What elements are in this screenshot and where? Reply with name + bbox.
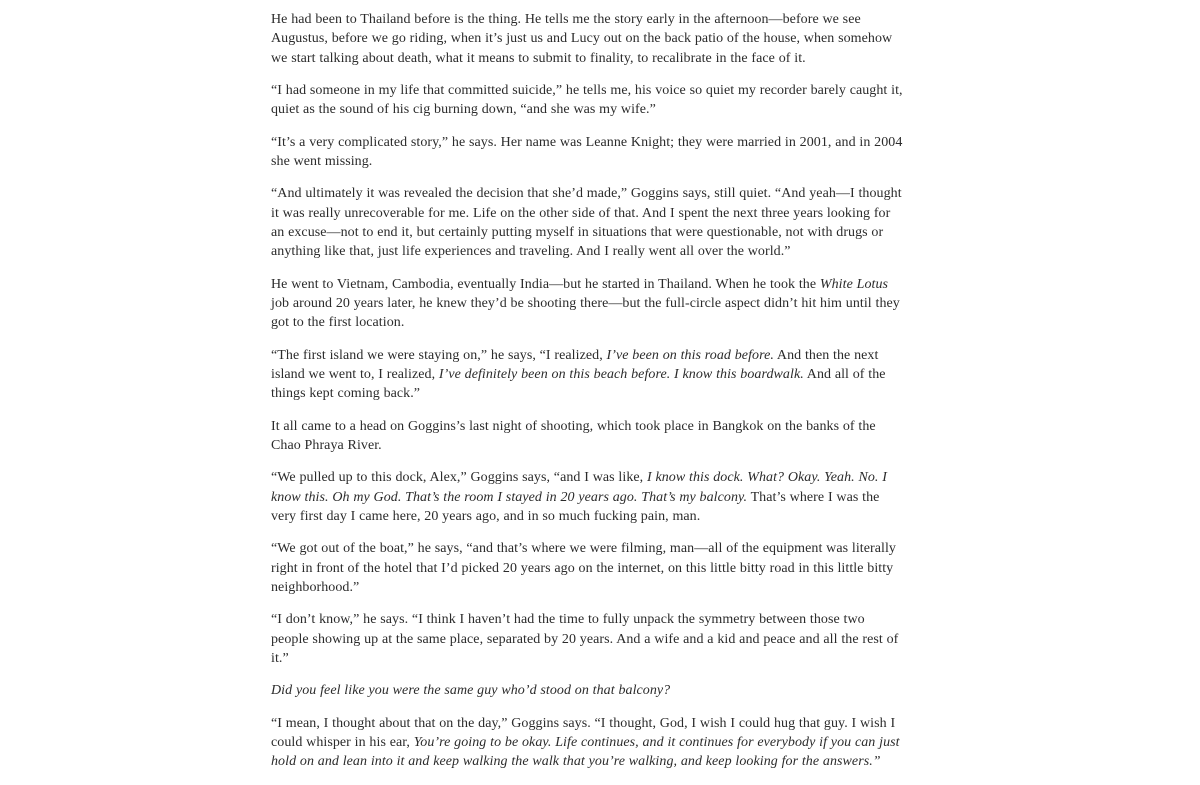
paragraph-text: “We got out of the boat,” he says, “and that’s where we were filming, man—all of the equipment was literally right in front of the hotel that I’d picked 20 years ago on the internet, on this little bitty road in this little bitty neighborhood.”	[271, 541, 896, 596]
paragraph-text: He had been to Thailand before is the thing. He tells me the story early in the afternoon—before we see Augustus, before we go riding, when it’s just us and Lucy out on the back patio of the house, when somehow we start talking about death, what it means to submit to finality, to recalibrate in the face of it.	[271, 12, 893, 66]
italic-thought: You’re going to be okay. Life continues, and it continues for everybody if you can just hold on and lean into it and keep walking the walk that you’re walking, and keep looking for the answers.”	[271, 734, 900, 770]
paragraph-first-island	[271, 346, 903, 404]
paragraph-text: He went to Vietnam, Cambodia, eventually India—but he started in Thailand. When he took the	[271, 276, 820, 292]
italic-thought: I’ve definitely been on this beach before. I know this boardwalk.	[438, 367, 804, 383]
paragraph-hug-that-guy	[271, 714, 903, 772]
paragraph-text: “The first island we were staying on,” he says, “I realized,	[271, 347, 607, 363]
paragraph-text: “I don’t know,” he says. “I think I haven’t had the time to fully unpack the symmetry between those two people showing up at the same place, separated by 20 years. And a wife and a kid and peace and all the rest of it.”	[271, 612, 899, 667]
paragraph-text: And then the next island we went to, I realized,	[271, 347, 879, 383]
paragraph-dock	[271, 468, 903, 526]
paragraph-last-night	[271, 417, 903, 456]
paragraph-text: job around 20 years later, he knew they’d be shooting there—but the full-circle aspect didn’t hit him until they got to the first location.	[271, 296, 900, 331]
paragraph-text: “I mean, I thought about that on the day,” Goggins says. “I thought, God, I wish I could hug that guy. I wish I could whisper in his ear,	[271, 715, 896, 750]
italic-question: Did you feel like you were the same guy who’d stood on that balcony?	[271, 683, 671, 699]
paragraph-text: “I had someone in my life that committed suicide,” he tells me, his voice so quiet my recorder barely caught it, quiet as the sound of his cig burning down, “and she was my wife.”	[271, 83, 903, 118]
paragraph-symmetry	[271, 610, 903, 668]
paragraph-text: “And ultimately it was revealed the decision that she’d made,” Goggins says, still quiet. “And yeah—I thought it was really unrecoverable for me. Life on the other side of that. And I spent the next three years looking for an excuse—not to end it, but certainly putting myself in situations that were questionable, not with drugs or anything like that, just life experiences and traveling. And I really went all over the world.”	[271, 186, 902, 260]
paragraph-text: “We pulled up to this dock, Alex,” Goggins says, “and I was like,	[271, 470, 647, 486]
paragraph-text: “It’s a very complicated story,” he says. Her name was Leanne Knight; they were married in 2001, and in 2004 she went missing.	[271, 134, 903, 170]
italic-thought: I know this dock. What? Okay. Yeah. No. I know this. Oh my God. That’s the room I stayed in 20 years ago. That’s my balcony.	[271, 470, 887, 505]
paragraph-vietnam	[271, 275, 903, 333]
paragraph-complicated-story	[271, 133, 903, 172]
paragraph-thailand-before	[271, 10, 903, 68]
italic-show-title: White Lotus	[819, 276, 889, 292]
article-body	[271, 10, 903, 785]
paragraph-suicide	[271, 81, 903, 120]
italic-thought: I’ve been on this road before.	[606, 347, 774, 363]
paragraph-text: And all of the things kept coming back.”	[271, 367, 886, 402]
paragraph-text: It all came to a head on Goggins’s last night of shooting, which took place in Bangkok on the banks of the Chao Phraya River.	[271, 418, 876, 454]
interview-question	[271, 681, 903, 700]
paragraph-boat	[271, 539, 903, 597]
paragraph-text: That’s where I was the very first day I came here, 20 years ago, and in so much fucking pain, man.	[271, 489, 880, 525]
paragraph-unrecoverable	[271, 184, 903, 262]
